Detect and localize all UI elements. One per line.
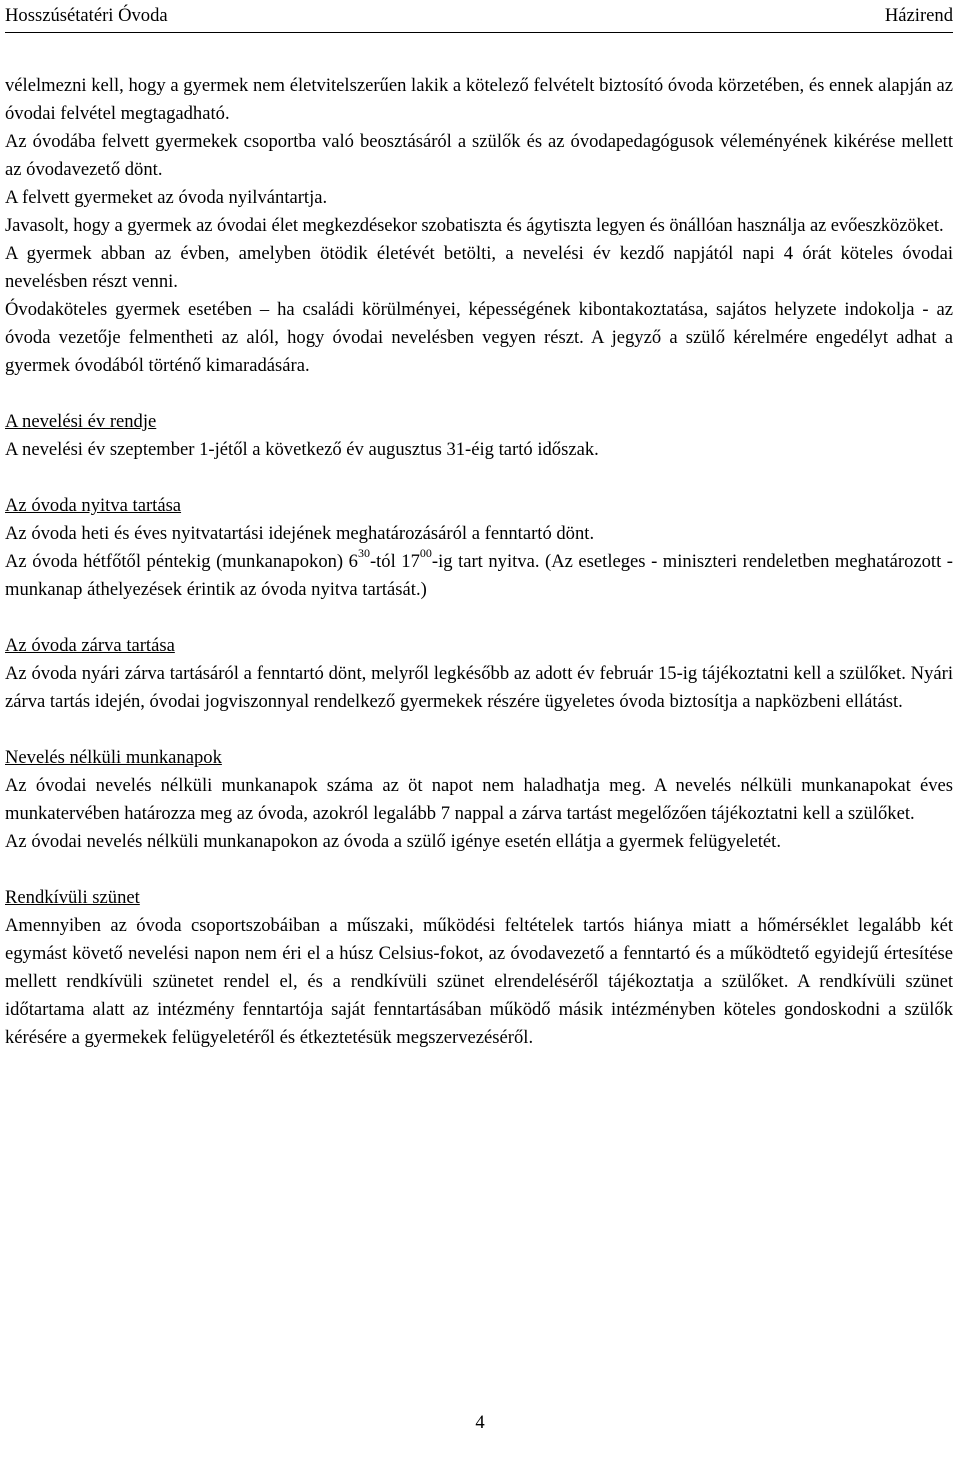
paragraph-intro-3: A felvett gyermeket az óvoda nyilvántartja.: [5, 187, 328, 208]
section-title-extraordinary-break: Rendkívüli szünet: [5, 887, 140, 908]
header-institution: Hosszúsétatéri Óvoda: [5, 5, 168, 26]
section-title-school-year: A nevelési év rendje: [5, 411, 157, 432]
paragraph-intro-2: Az óvodába felvett gyermekek csoportba való beosztásáról a szülők és az óvodapedagógusok véleményének kikérése mellett az óvodavezető dönt.: [5, 131, 953, 180]
paragraph-extraordinary-break: Amennyiben az óvoda csoportszobáiban a műszaki, működési feltételek tartós hiánya miatt a hőmérséklet legalább két egymást követő nevelési napon nem éri el a húsz Celsius-fokot, az óvodavezető a fenntartó és a működtető egyidejű értesítése mellett rendkívüli szünetet rendel el, és a rendkívüli szünet elrendeléséről tájékoztatja a szülőket. A rendkívüli szünet időtartama alatt az intézmény fenntartója saját fenntartásában működő másik intézményben köteles gondoskodni a szülők kérésére a gyermekek felügyeletéről és étkeztetésük megszervezéséről.: [5, 915, 953, 1048]
document-body: [5, 72, 953, 1052]
paragraph-intro-6: Óvodaköteles gyermek esetében – ha családi körülményei, képességének kibontakoztatása, sajátos helyzete indokolja - az óvoda vezetője felmentheti az alól, hogy óvodai nevelésben vegyen részt. A jegyző a szülő kérelmére engedélyt adhat a gyermek óvodából történő kimaradására.: [5, 299, 953, 376]
time-superscript-end: 00: [419, 545, 432, 560]
paragraph-opening-1: Az óvoda heti és éves nyitvatartási idejének meghatározásáról a fenntartó dönt.: [5, 523, 595, 544]
paragraph-intro-4: Javasolt, hogy a gyermek az óvodai élet megkezdésekor szobatiszta és ágytiszta legyen és önállóan használja az evőeszközöket.: [5, 215, 944, 236]
paragraph-closure: Az óvoda nyári zárva tartásáról a fenntartó dönt, melyről legkésőbb az adott év február 15-ig tájékoztatni kell a szülőket. Nyári zárva tartás idején, óvodai jogviszonnyal rendelkező gyermekek részére ügyeletes óvoda biztosítja a napközbeni ellátást.: [5, 663, 953, 712]
header-document-title: Házirend: [884, 5, 953, 26]
time-superscript-start: 30: [357, 545, 370, 560]
paragraph-school-year: A nevelési év szeptember 1-jétől a következő év augusztus 31-éig tartó időszak.: [5, 439, 599, 460]
paragraph-intro-5: A gyermek abban az évben, amelyben ötödik életévét betölti, a nevelési év kezdő napjától napi 4 órát köteles óvodai nevelésben részt venni.: [5, 243, 953, 292]
section-title-opening-hours: Az óvoda nyitva tartása: [5, 495, 182, 516]
paragraph-intro-1: vélelmezni kell, hogy a gyermek nem életvitelszerűen lakik a kötelező felvételt biztosító óvoda körzetében, és ennek alapján az óvodai felvétel megtagadható.: [5, 75, 953, 124]
paragraph-non-teaching-2: Az óvodai nevelés nélküli munkanapokon az óvoda a szülő igénye esetén ellátja a gyermek felügyeletét.: [5, 831, 781, 852]
page-header: [5, 2, 953, 33]
page-number: 4: [475, 1412, 485, 1433]
paragraph-opening-2: Az óvoda hétfőtől péntekig (munkanapokon) $6^{30}$-tól $17^{00}-ig$ tart nyitva. (Az esetleges - miniszteri rendeletben meghatározott - munkanap áthelyezések érintik az óvoda nyitva tartását.): [5, 545, 953, 600]
paragraph-non-teaching-1: Az óvodai nevelés nélküli munkanapok száma az öt napot nem haladhatja meg. A nevelés nélküli munkanapokat éves munkatervében határozza meg az óvoda, azokról legalább 7 nappal a zárva tartást megelőzően tájékoztatni kell a szülőket.: [5, 775, 953, 824]
section-title-non-teaching-days: Nevelés nélküli munkanapok: [5, 747, 222, 768]
section-title-closure: Az óvoda zárva tartása: [5, 635, 175, 656]
